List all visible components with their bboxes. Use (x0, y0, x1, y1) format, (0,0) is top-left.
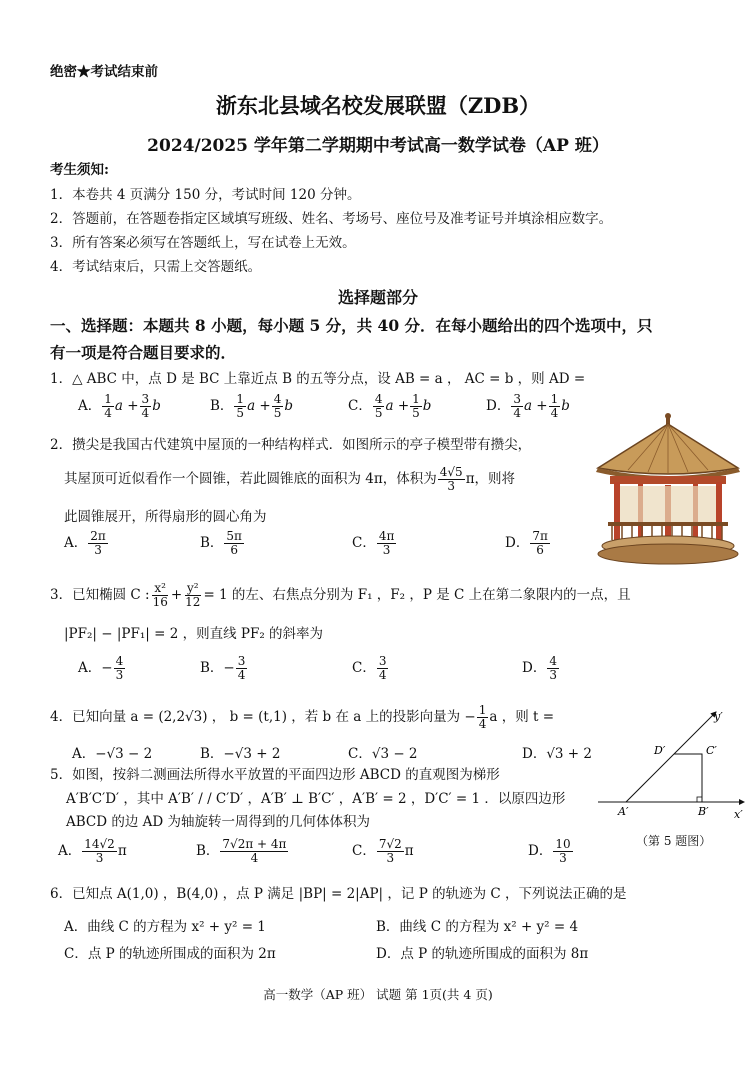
q5-option-d: D． $\frac{10}{3}$ (528, 837, 571, 865)
q3-line2: |PF₂| − |PF₁| = 2 ，则直线 PF₂ 的斜率为 (64, 626, 324, 642)
q4-option-b: B．−√3 + 2 (200, 746, 281, 762)
q3-option-d: D． $\frac{4}{3}$ (522, 654, 557, 682)
q5-figure (598, 708, 748, 824)
q3-option-a: A．− $\frac{4}{3}$ (78, 654, 124, 682)
right-angle-mark (697, 797, 702, 802)
section-heading-line2: 有一项是符合题目要求的． (50, 343, 237, 362)
q2-option-b: B． $\frac{5\pi}{6}$ (200, 529, 242, 557)
q4-option-d: D．√3 + 2 (522, 746, 593, 762)
label-b: B′ (698, 805, 709, 818)
q5-option-c: C． $\frac{7√2}{3}$ π (352, 837, 414, 865)
q5-line1: 5．如图，按斜二测画法所得水平放置的平面四边形 ABCD 的直观图为梯形 (50, 767, 500, 783)
q2-line1: 2．攒尖是我国古代建筑中屋顶的一种结构样式．如图所示的亭子模型带有攒尖， (50, 437, 532, 453)
q6-option-a: A．曲线 C 的方程为 x² + y² = 1 (64, 919, 266, 935)
part-title: 选择题部分 (337, 288, 418, 307)
pavilion-illustration (588, 412, 748, 570)
q4-option-a: A．−√3 − 2 (72, 746, 153, 762)
exam-subtitle: 2024/2025 学年第二学期期中考试高一数学试卷（AP 班） (147, 136, 609, 156)
label-y: y′ (714, 710, 723, 723)
page-footer: 高一数学（AP 班） 试题 第 1页(共 4 页) (263, 987, 493, 1002)
q2-line3: 此圆锥展开，所得扇形的圆心角为 (64, 509, 267, 525)
label-c: C′ (706, 744, 717, 757)
q1-option-b: B． $\frac{1}{5}$ a + $\frac{4}{5}$ b (210, 392, 294, 420)
q4-option-c: C．√3 − 2 (348, 746, 418, 762)
notice-item: 4．考试结束后，只需上交答题纸。 (50, 259, 262, 275)
confidential-label: 绝密★考试结束前 (50, 64, 158, 80)
q6-option-c: C．点 P 的轨迹所围成的面积为 2π (64, 946, 276, 962)
q2-option-a: A． $\frac{2\pi}{3}$ (64, 529, 106, 557)
q3-option-c: C． $\frac{3}{4}$ (352, 654, 387, 682)
q5-line3: ABCD 的边 AD 为轴旋转一周得到的几何体体积为 (66, 814, 371, 830)
label-x: x′ (734, 808, 743, 821)
trapezoid-edges (674, 754, 702, 802)
q2-line2: 其屋顶可近似看作一个圆锥，若此圆锥底的面积为 4π，体积为 $\frac{4√5}{3}$ π，则将 (64, 465, 516, 493)
q2-option-c: C． $\frac{4\pi}{3}$ (352, 529, 395, 557)
q1-option-c: C． $\frac{4}{5}$ a + $\frac{1}{5}$ b (348, 392, 432, 420)
label-d: D′ (654, 744, 666, 757)
notice-item: 2．答题前，在答题卷指定区域填写班级、姓名、考场号、座位号及准考证号并填涂相应数字。 (50, 211, 613, 227)
q4-line1: 4．已知向量 a = (2,2√3) ， b = (t,1) ，若 b 在 a 上的投影向量为 − $\frac{1}{4}$ a ，则 t = (50, 703, 555, 731)
exam-title: 浙东北县域名校发展联盟（ZDB） (215, 93, 541, 118)
q6-option-d: D．点 P 的轨迹所围成的面积为 8π (376, 946, 589, 962)
q5-line2: A′B′C′D′ ，其中 A′B′ / / C′D′ ，A′B′ ⊥ B′C′ ，A′B′ = 2 ，D′C′ = 1 ．以原四边形 (66, 791, 566, 807)
q1-stem: 1．△ ABC 中，点 D 是 BC 上靠近点 B 的五等分点，设 AB = a ， AC = b ，则 AD = (50, 371, 586, 387)
q5-figure-caption: （第 5 题图） (636, 834, 712, 848)
q6-option-b: B．曲线 C 的方程为 x² + y² = 4 (376, 919, 579, 935)
q1-option-a: A． $\frac{1}{4}$ a + $\frac{3}{4}$ b (78, 392, 161, 420)
q1-option-d: D． $\frac{3}{4}$ a + $\frac{1}{4}$ b (486, 392, 570, 420)
notice-heading: 考生须知: (50, 162, 109, 178)
q3-option-b: B．− $\frac{3}{4}$ (200, 654, 246, 682)
q5-option-b: B． $\frac{7√2\pi + 4\pi}{4}$ (196, 837, 287, 865)
q3-line1: 3．已知椭圆 C : $\frac{\text{x²}}{16}$ + $\frac{\text{y²}}{12}$ = 1 的左、右焦点分别为 F₁ ，F₂ ，P 是 C 上在第二象限内的一点，且 (50, 581, 631, 609)
q2-option-d: D． $\frac{7\pi}{6}$ (505, 529, 548, 557)
label-a: A′ (618, 805, 629, 818)
notice-item: 3．所有答案必须写在答题纸上，写在试卷上无效。 (50, 235, 356, 251)
q6-stem: 6．已知点 A(1,0) ，B(4,0) ，点 P 满足 |BP| = 2|AP| ，记 P 的轨迹为 C ，下列说法正确的是 (50, 886, 627, 902)
q5-option-a: A． $\frac{14√2}{3}$ π (58, 837, 127, 865)
notice-item: 1．本卷共 4 页满分 150 分，考试时间 120 分钟。 (50, 187, 361, 203)
section-heading-line1: 一、选择题：本题共 8 小题，每小题 5 分，共 40 分．在每小题给出的四个选项中，只 (50, 316, 653, 335)
